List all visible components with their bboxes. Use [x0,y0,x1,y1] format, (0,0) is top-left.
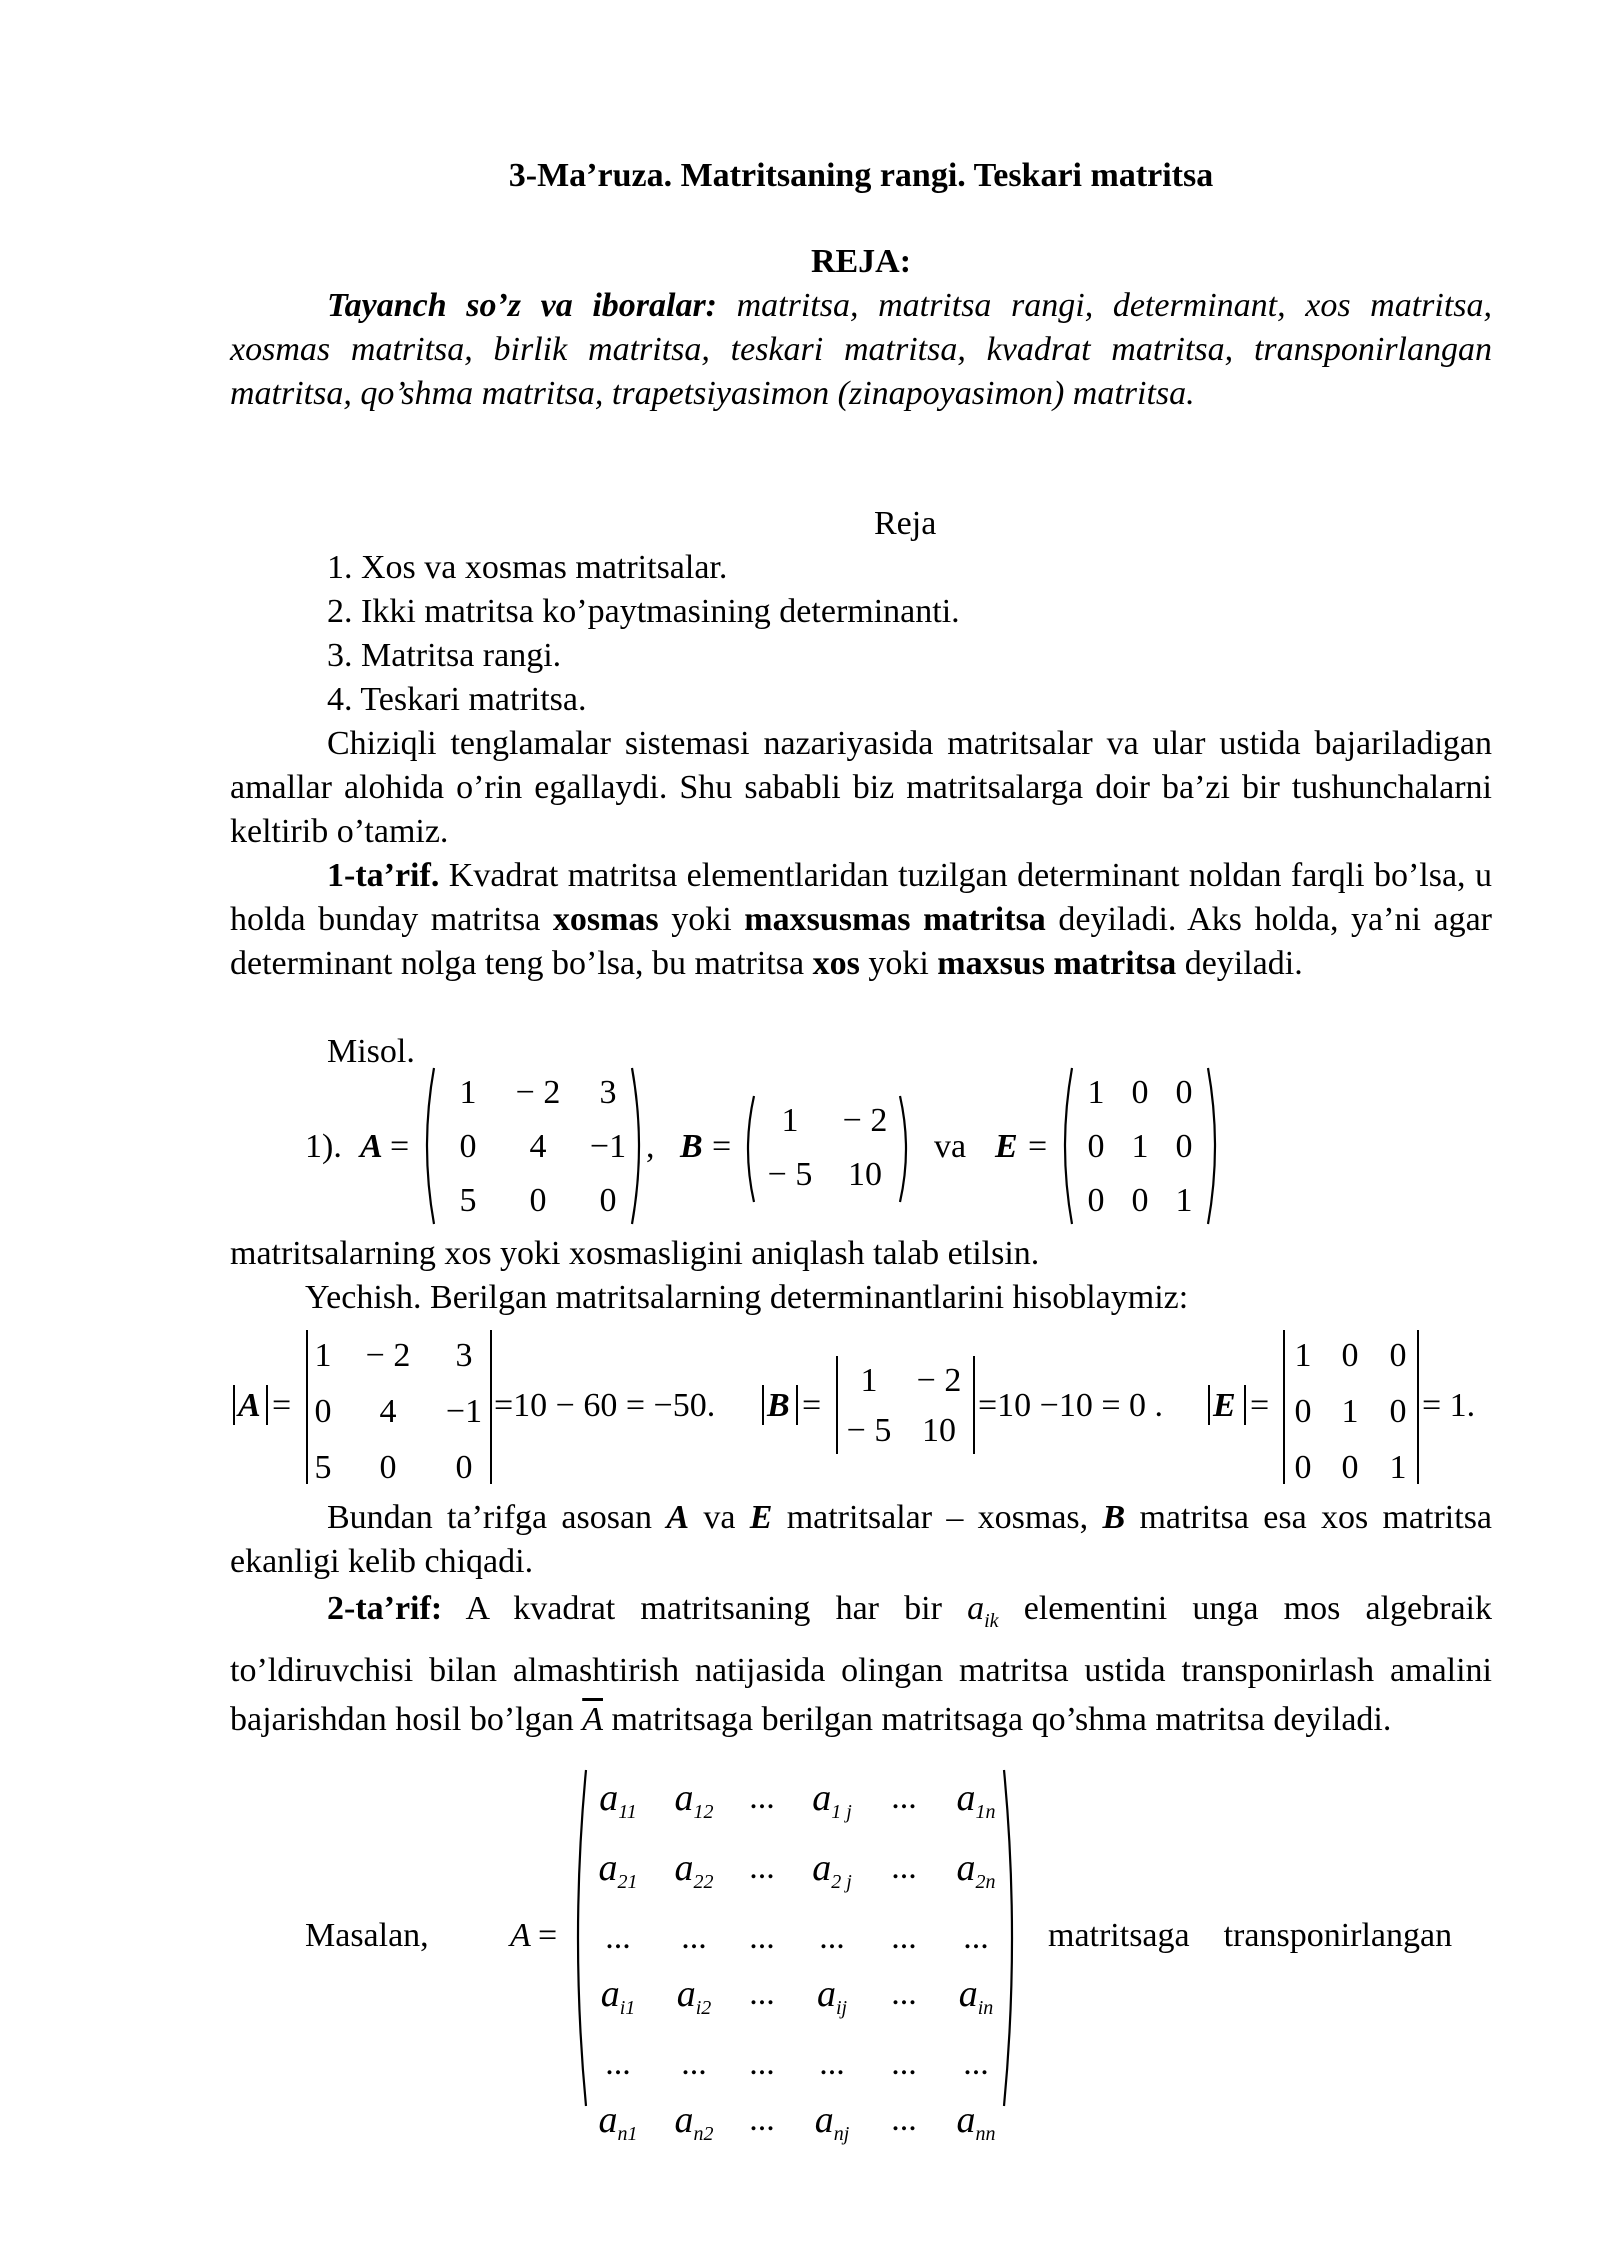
matrix-cell: − 2 [365,1337,411,1374]
matrix-cell [792,1770,872,1840]
def2-text: elementini unga mos algebraik to’ldiruvchisi bilan almashtirish natijasida olingan matritsa ustida transponirlash amalini bajarishdan hosil bo’lgan [230,1590,1493,1738]
matrix-cell: 0 [1175,1074,1193,1111]
element-subscript: nn [975,2123,996,2145]
det-A-result: =10 − 60 = −50. [494,1387,716,1424]
right-paren-B [896,1094,914,1204]
det-bar [973,1356,975,1454]
element-subscript: 2n [975,1871,996,1893]
matrix-cell: 1 [1294,1337,1312,1374]
matrix-cell: ... [891,1779,917,1816]
plan-item: 1. Xos va xosmas matritsalar. [327,549,728,586]
term-xosmas: xosmas [552,901,659,938]
matrix-cell: 0 [1341,1449,1359,1486]
matrix-cell: ... [891,2045,917,2082]
matrix-cell: 0 [1294,1449,1312,1486]
keywords-label: Tayanch so’z va iboralar: [327,287,718,324]
matrix-cell: ... [749,1975,775,2012]
misol-label: Misol. [327,1033,415,1070]
matrix-cell: ... [681,2045,707,2082]
element-subscript: ij [835,1997,848,2019]
matrix-cell [656,1840,732,1910]
aik-subscript: ik [984,1610,999,1632]
det-bar [490,1330,492,1484]
matrix-cell: 1 [860,1362,878,1399]
matrix-cell: 4 [379,1393,397,1430]
page-title: 3-Ma’ruza. Matritsaning rangi. Teskari matritsa [508,157,1214,194]
intro-paragraph: Chiziqli tenglamalar sistemasi nazariyasida matritsalar va ular ustida bajariladigan amallar alohida o’rin egallaydi. Shu sababli biz matritsalarga doir ba’zi bir tushunchalarni keltirib o’tamiz. [230,725,1492,850]
def2-text: A kvadrat matritsaning har bir [442,1590,968,1627]
matrix-cell [656,1966,732,2036]
solution-text: Yechish. Berilgan matritsalarning determinantlarini hisoblaymiz: [305,1279,1189,1316]
element-letter: a [814,2099,834,2141]
conclusion-paragraph [230,1496,1492,1584]
matrix-cell: 0 [599,1182,617,1219]
matrix-E-body [1074,1066,1206,1228]
equals-sign: = [538,1917,558,1954]
element-subscript: 22 [693,1871,714,1893]
matrix-cell: 1 [459,1074,477,1111]
det-A-name: A [238,1387,261,1424]
term-xos: xos [812,945,860,982]
equals-sign: = [390,1128,410,1165]
conclusion-B: B [1102,1499,1126,1536]
def2-text: matritsaga berilgan matritsaga qo’shma matritsa deyiladi. [602,1701,1392,1738]
matrix-cell [792,1966,872,2036]
element-letter: a [956,1777,976,1819]
matrix-cell: ... [891,1849,917,1886]
definition-1-label: 1-ta’rif. [327,857,440,894]
plan-item: 3. Matritsa rangi. [327,637,562,674]
matrix-cell: − 2 [916,1362,962,1399]
matrix-cell [580,1770,656,1840]
definition-1 [230,854,1492,986]
matrix-cell: 0 [1341,1337,1359,1374]
matrix-cell: ... [605,1919,631,1956]
matrix-cell [580,1966,656,2036]
matrix-cell: 3 [455,1337,473,1374]
matrix-cell: ... [963,2045,989,2082]
conclusion-text: matritsa esa xos matritsa ekanligi kelib chiqadi. [230,1499,1493,1580]
matrix-cell: ... [891,1919,917,1956]
matrix-cell: 0 [1087,1182,1105,1219]
matrix-cell: 1 [1341,1393,1359,1430]
matrix-A-body [438,1066,638,1228]
element-letter: a [812,1777,832,1819]
left-paren-A [418,1066,438,1226]
right-paren-A [628,1066,648,1226]
matrix-cell: 1 [1131,1128,1149,1165]
det-B-body [836,1356,976,1456]
matrix-cell: 10 [922,1412,956,1449]
det-E-name: E [1213,1387,1236,1424]
left-paren-E [1056,1066,1076,1226]
det-B-name: B [767,1387,790,1424]
matrix-cell: 3 [599,1074,617,1111]
general-matrix-name: A [510,1917,531,1954]
abs-bar [233,1385,235,1425]
matrix-cell: ... [891,2101,917,2138]
matrix-cell: ... [749,2101,775,2138]
matrix-cell [580,2092,656,2162]
masalan-label: Masalan, [305,1917,429,1954]
matrix-cell: − 5 [767,1156,813,1193]
general-matrix-grid [580,1770,1020,2162]
term-maxsusmas: maxsusmas matritsa [744,901,1046,938]
matrix-cell: − 2 [842,1102,888,1139]
element-subscript: 1 j [831,1801,852,1823]
element-subscript: n1 [617,2123,638,2145]
def1-text: deyiladi. [1176,945,1303,982]
element-letter: a [598,1847,618,1889]
matrix-B-name: B [680,1128,703,1165]
matrix-cell: ... [749,1919,775,1956]
matrix-cell [792,2092,872,2162]
matrix-cell: ... [749,1849,775,1886]
element-subscript: 2 j [831,1871,852,1893]
conclusion-text: Bundan ta’rifga asosan [327,1499,667,1536]
element-subscript: nj [833,2123,850,2145]
matrix-cell [656,2092,732,2162]
abs-bar [796,1385,798,1425]
term-maxsus: maxsus matritsa [937,945,1177,982]
element-letter: a [676,1973,696,2015]
element-subscript: i2 [695,1997,712,2019]
def1-text: Kvadrat matritsa elementlaridan tuzilgan determinant noldan farqli bo’lsa, u holda bunday matritsa [230,857,1492,938]
comma: , [646,1128,655,1165]
conclusion-A: A [666,1499,690,1536]
matrix-B-body [755,1094,905,1202]
matrix-cell: 0 [455,1449,473,1486]
trailing-text: matritsaga transponirlangan [1048,1917,1453,1954]
matrix-cell: ... [749,2045,775,2082]
matrix-cell: 0 [1389,1393,1407,1430]
def1-text: yoki [859,945,938,982]
element-letter: a [674,1847,694,1889]
matrix-cell: 4 [529,1128,547,1165]
matrix-cell: ... [681,1919,707,1956]
definition-2 [230,1584,1492,1744]
element-subscript: n2 [693,2123,714,2145]
conclusion-text: va [689,1499,750,1536]
element-subscript: i1 [619,1997,636,2019]
a-bar-symbol: $\overline{A}$ [582,1701,603,1738]
abs-bar [266,1385,268,1425]
matrix-cell: ... [819,2045,845,2082]
element-subscript: 21 [617,1871,638,1893]
equals-sign: = [802,1387,822,1424]
matrix-cell: ... [891,1975,917,2012]
matrix-cell: 0 [1131,1182,1149,1219]
matrix-cell: 0 [1087,1128,1105,1165]
matrix-cell: 1 [781,1102,799,1139]
plan-heading: Reja [874,505,937,542]
element-letter: a [598,2099,618,2141]
element-letter: a [956,2099,976,2141]
matrix-cell: − 2 [515,1074,561,1111]
element-subscript: 1n [975,1801,996,1823]
element-subscript: 11 [618,1801,637,1823]
matrix-cell: 0 [529,1182,547,1219]
equals-sign: = [712,1128,732,1165]
matrix-cell: 0 [1294,1393,1312,1430]
matrix-A-name: A [360,1128,383,1165]
aik-symbol [967,1590,999,1632]
def1-text: yoki [658,901,745,938]
definition-2-label: 2-ta’rif: [327,1590,443,1627]
element-letter: a [600,1973,620,2015]
equals-sign: = [272,1387,292,1424]
equals-sign: = [1028,1128,1048,1165]
def1-text: deyiladi. Aks holda, ya’ni agar determinant nolga teng bo’lsa, bu matritsa [230,901,1492,982]
matrix-cell: 0 [379,1449,397,1486]
keywords-paragraph [230,284,1492,416]
element-letter: a [956,1847,976,1889]
matrix-cell: 0 [314,1393,332,1430]
matrix-cell [792,1840,872,1910]
matrix-cell: 1 [1175,1182,1193,1219]
matrix-cell: ... [749,1779,775,1816]
element-subscript: 12 [693,1801,714,1823]
task-text: matritsalarning xos yoki xosmasligini aniqlash talab etilsin. [230,1235,1040,1272]
aik-letter: a [967,1590,985,1627]
element-letter: a [674,2099,694,2141]
general-matrix-body [580,1770,1020,2162]
example-prefix: 1). [305,1128,342,1165]
matrix-cell: ... [605,2045,631,2082]
element-letter: a [599,1777,619,1819]
equals-sign: = [1250,1387,1270,1424]
det-A-body [306,1328,492,1496]
element-subscript: in [977,1997,994,2019]
matrix-cell: 0 [1389,1337,1407,1374]
matrix-cell: 1 [1389,1449,1407,1486]
reja-heading: REJA: [810,243,912,280]
matrix-cell: −1 [445,1393,483,1430]
matrix-cell: 5 [459,1182,477,1219]
plan-item: 2. Ikki matritsa ko’paytmasining determinanti. [327,593,960,630]
matrix-cell: 10 [848,1156,882,1193]
conclusion-E: E [749,1499,773,1536]
element-letter: a [816,1973,836,2015]
matrix-cell: 5 [314,1449,332,1486]
det-bar [1417,1330,1419,1484]
va-word: va [934,1128,967,1165]
element-letter: a [812,1847,832,1889]
abs-bar [1244,1385,1246,1425]
matrix-cell: 0 [459,1128,477,1165]
right-paren-general [1000,1768,1022,2108]
matrix-cell: 0 [1131,1074,1149,1111]
keywords-text: matritsa, matritsa rangi, determinant, xos matritsa, xosmas matritsa, birlik matritsa, teskari matritsa, kvadrat matritsa, transponirlangan matritsa, qo’shma matritsa, trapetsiyasimon (zinapoyasimon) matritsa. [230,287,1493,412]
det-E-result: = 1. [1422,1387,1476,1424]
det-E-body [1283,1328,1419,1496]
matrix-E-name: E [995,1128,1018,1165]
matrix-cell [580,1840,656,1910]
abs-bar [762,1385,764,1425]
element-letter: a [958,1973,978,2015]
matrix-cell: −1 [589,1128,627,1165]
matrix-cell: − 5 [846,1412,892,1449]
matrix-cell: ... [963,1919,989,1956]
matrix-cell [656,1770,732,1840]
plan-item: 4. Teskari matritsa. [327,681,587,718]
det-B-result: =10 −10 = 0 . [978,1387,1164,1424]
matrix-cell: 1 [314,1337,332,1374]
abs-bar [1208,1385,1210,1425]
matrix-cell: 0 [1175,1128,1193,1165]
element-letter: a [674,1777,694,1819]
matrix-cell: 1 [1087,1074,1105,1111]
conclusion-text: matritsalar – xosmas, [772,1499,1103,1536]
right-paren-E [1204,1066,1224,1226]
matrix-cell: ... [819,1919,845,1956]
